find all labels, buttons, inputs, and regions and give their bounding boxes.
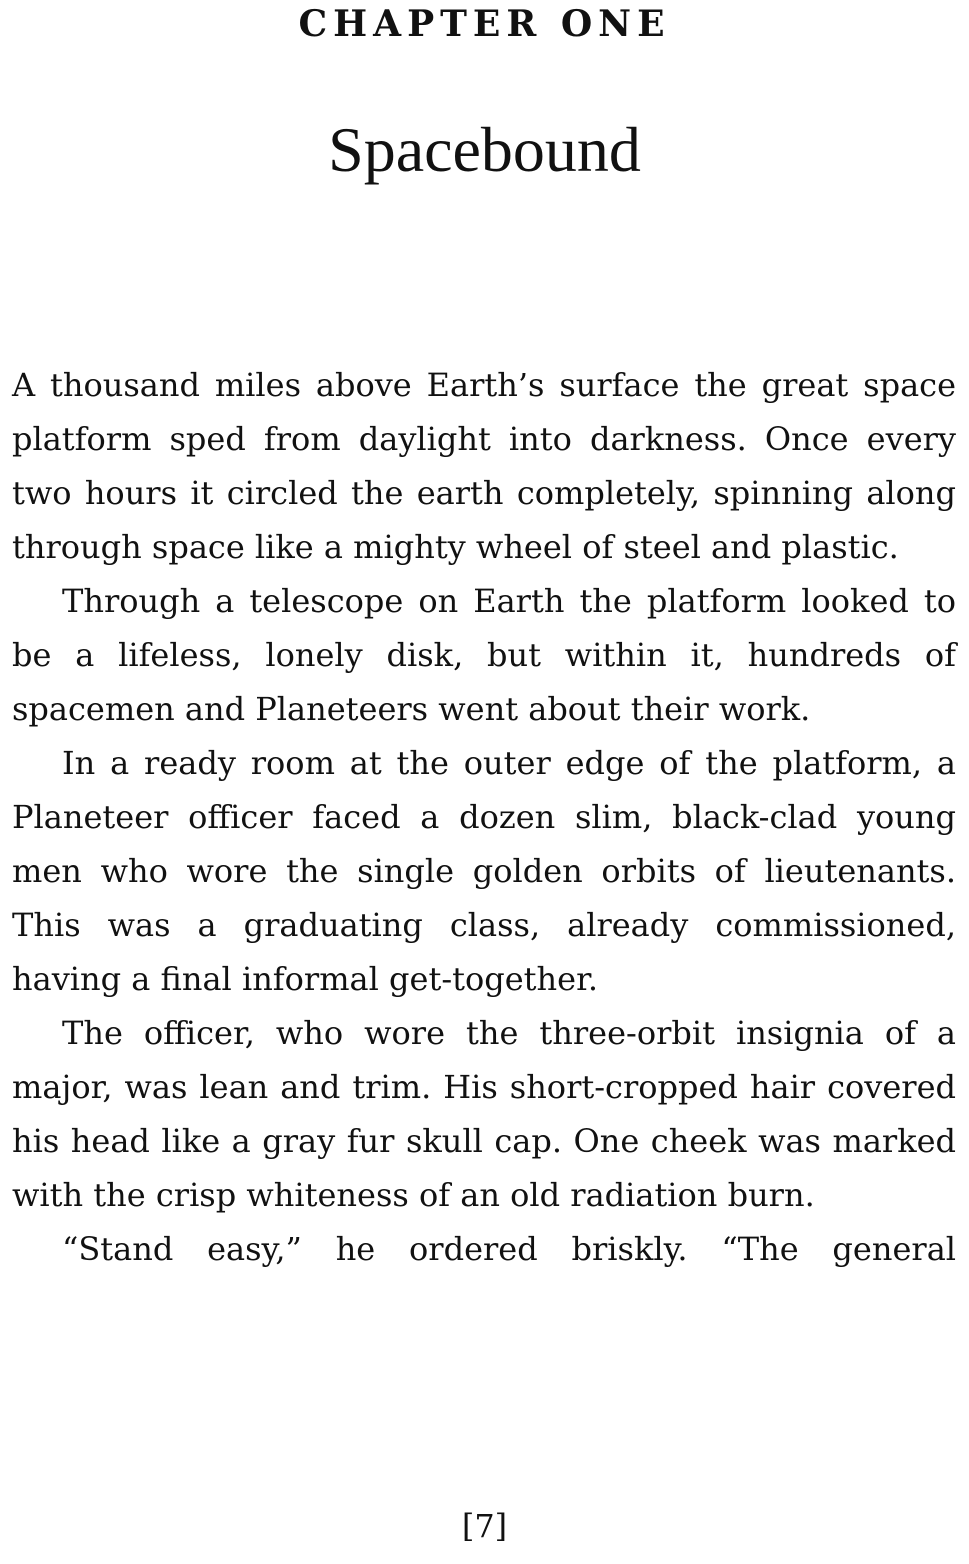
- paragraph: The officer, who wore the three-orbit insignia of a major, was lean and trim. His short-cropped hair covered his head like a gray fur skull cap. One cheek was marked with the crisp whiteness of an old radiation burn.: [12, 1014, 956, 1214]
- page-number: [7]: [461, 1507, 508, 1545]
- chapter-title: Spacebound: [328, 114, 641, 185]
- paragraph: Through a telescope on Earth the platform looked to be a lifeless, lonely disk, but within it, hundreds of spacemen and Planeteers went about their work.: [12, 582, 956, 728]
- chapter-label: CHAPTER ONE: [298, 3, 671, 45]
- chapter-body: [12, 358, 956, 1276]
- paragraph: In a ready room at the outer edge of the platform, a Planeteer officer faced a dozen slim, black-clad young men who wore the single golden orbits of lieutenants. This was a graduating class, already commissioned, having a final informal get-together.: [12, 744, 956, 998]
- paragraph: “Stand easy,” he ordered briskly. “The general: [62, 1230, 956, 1268]
- paragraph: A thousand miles above Earth’s surface the great space platform sped from daylight into darkness. Once every two hours it circled the earth completely, spinning along through space like a mighty wheel of steel and plastic.: [12, 366, 956, 566]
